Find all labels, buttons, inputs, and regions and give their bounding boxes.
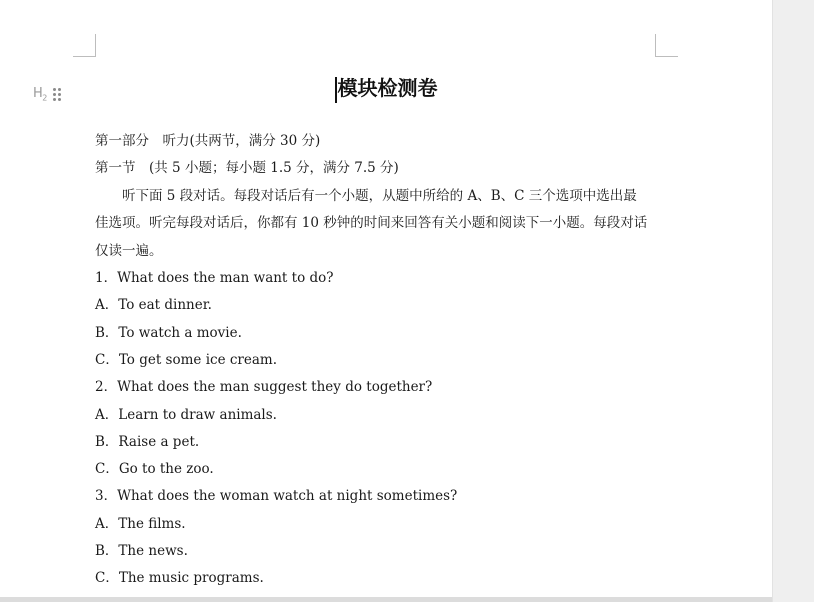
- question-option: A．To eat dinner.: [95, 297, 212, 314]
- question-option: C．The music programs.: [95, 570, 264, 587]
- question-option: B．To watch a movie.: [95, 324, 242, 341]
- question-option: B．The news.: [95, 543, 188, 560]
- question-stem: 1．What does the man want to do?: [95, 270, 334, 287]
- document-body[interactable]: [95, 128, 660, 593]
- question-stem: 2．What does the man suggest they do together?: [95, 379, 433, 396]
- instructions-paragraph: [95, 183, 660, 266]
- horizontal-scrollbar[interactable]: [0, 597, 772, 602]
- question-option: C．Go to the zoo.: [95, 461, 214, 478]
- instructions-line: 佳选项。听完每段对话后，你都有 10 秒钟的时间来回答有关小题和阅读下一小题。每段对话: [95, 215, 648, 232]
- question-option: A．The films.: [95, 515, 186, 532]
- question-option: A．Learn to draw animals.: [95, 406, 277, 423]
- question-stem: 3．What does the woman watch at night sometimes?: [95, 488, 458, 505]
- editor-side-gutter: [772, 0, 814, 602]
- instructions-line: 仅读一遍。: [95, 242, 163, 259]
- question-option: C．To get some ice cream.: [95, 351, 277, 368]
- heading-level-icon: $H_2$: [33, 85, 47, 103]
- text-cursor: [335, 77, 337, 103]
- section-part-heading: 第一部分 听力(共两节，满分 30 分): [95, 133, 321, 149]
- document-title-line[interactable]: [0, 74, 772, 103]
- margin-corner-top-right: [655, 34, 678, 57]
- section-sub-heading: 第一节 (共 5 小题；每小题 1.5 分，满分 7.5 分): [95, 160, 399, 177]
- question-option: B．Raise a pet.: [95, 433, 200, 450]
- margin-corner-top-left: [73, 34, 96, 57]
- instructions-line: 听下面 5 段对话。每段对话后有一个小题，从题中所给的 A、B、C 三个选项中选出最: [122, 187, 637, 204]
- document-title: 模块检测卷: [337, 76, 438, 100]
